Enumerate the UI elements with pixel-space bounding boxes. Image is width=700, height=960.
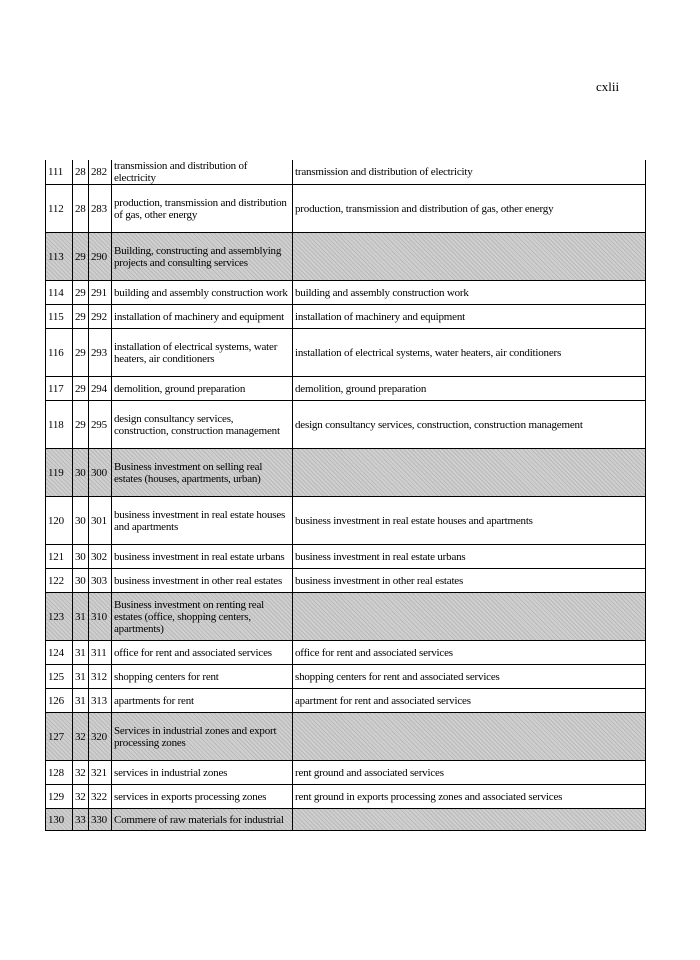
description-detail bbox=[293, 809, 646, 831]
description: Business investment on renting real estates (office, shopping centers, apartments) bbox=[112, 593, 293, 641]
item-code: 303 bbox=[89, 569, 112, 593]
description-detail: business investment in other real estates bbox=[293, 569, 646, 593]
table-row-category bbox=[46, 713, 646, 761]
row-number: 115 bbox=[46, 305, 73, 329]
row-number: 126 bbox=[46, 689, 73, 713]
row-number: 117 bbox=[46, 377, 73, 401]
row-number: 113 bbox=[46, 233, 73, 281]
description-detail bbox=[293, 233, 646, 281]
row-number: 123 bbox=[46, 593, 73, 641]
item-code: 295 bbox=[89, 401, 112, 449]
description-detail: rent ground and associated services bbox=[293, 761, 646, 785]
description: business investment in other real estates bbox=[112, 569, 293, 593]
group-code: 33 bbox=[73, 809, 89, 831]
description-detail: business investment in real estate urbans bbox=[293, 545, 646, 569]
description-detail: office for rent and associated services bbox=[293, 641, 646, 665]
description-detail: shopping centers for rent and associated services bbox=[293, 665, 646, 689]
description: office for rent and associated services bbox=[112, 641, 293, 665]
row-number: 114 bbox=[46, 281, 73, 305]
table-row bbox=[46, 569, 646, 593]
row-number: 111 bbox=[46, 160, 73, 185]
description-detail bbox=[293, 449, 646, 497]
row-number: 120 bbox=[46, 497, 73, 545]
table-row bbox=[46, 761, 646, 785]
row-number: 112 bbox=[46, 185, 73, 233]
group-code: 31 bbox=[73, 665, 89, 689]
table-row bbox=[46, 305, 646, 329]
table-row bbox=[46, 401, 646, 449]
group-code: 29 bbox=[73, 305, 89, 329]
description: business investment in real estate houses and apartments bbox=[112, 497, 293, 545]
item-code: 282 bbox=[89, 160, 112, 185]
item-code: 312 bbox=[89, 665, 112, 689]
item-code: 321 bbox=[89, 761, 112, 785]
row-number: 116 bbox=[46, 329, 73, 377]
row-number: 118 bbox=[46, 401, 73, 449]
description-detail: design consultancy services, construction, construction management bbox=[293, 401, 646, 449]
item-code: 291 bbox=[89, 281, 112, 305]
description-detail: building and assembly construction work bbox=[293, 281, 646, 305]
item-code: 283 bbox=[89, 185, 112, 233]
item-code: 322 bbox=[89, 785, 112, 809]
item-code: 302 bbox=[89, 545, 112, 569]
group-code: 29 bbox=[73, 401, 89, 449]
group-code: 29 bbox=[73, 233, 89, 281]
row-number: 130 bbox=[46, 809, 73, 831]
page-number: cxlii bbox=[596, 79, 620, 94]
description: production, transmission and distribution of gas, other energy bbox=[112, 185, 293, 233]
table-row bbox=[46, 281, 646, 305]
group-code: 29 bbox=[73, 377, 89, 401]
item-code: 290 bbox=[89, 233, 112, 281]
table-row bbox=[46, 160, 646, 185]
group-code: 28 bbox=[73, 185, 89, 233]
classification-table bbox=[45, 160, 646, 831]
table-row bbox=[46, 545, 646, 569]
row-number: 122 bbox=[46, 569, 73, 593]
item-code: 293 bbox=[89, 329, 112, 377]
item-code: 320 bbox=[89, 713, 112, 761]
table-row-category bbox=[46, 449, 646, 497]
item-code: 311 bbox=[89, 641, 112, 665]
description: installation of electrical systems, water heaters, air conditioners bbox=[112, 329, 293, 377]
row-number: 121 bbox=[46, 545, 73, 569]
description: installation of machinery and equipment bbox=[112, 305, 293, 329]
description-detail bbox=[293, 713, 646, 761]
group-code: 29 bbox=[73, 329, 89, 377]
description: Business investment on selling real estates (houses, apartments, urban) bbox=[112, 449, 293, 497]
description: services in exports processing zones bbox=[112, 785, 293, 809]
group-code: 29 bbox=[73, 281, 89, 305]
group-code: 30 bbox=[73, 545, 89, 569]
table-row-category bbox=[46, 233, 646, 281]
description-detail: installation of machinery and equipment bbox=[293, 305, 646, 329]
description: apartments for rent bbox=[112, 689, 293, 713]
table-row bbox=[46, 785, 646, 809]
description: building and assembly construction work bbox=[112, 281, 293, 305]
table-row bbox=[46, 377, 646, 401]
description: transmission and distribution of electricity bbox=[112, 160, 293, 185]
row-number: 119 bbox=[46, 449, 73, 497]
table-row bbox=[46, 665, 646, 689]
group-code: 31 bbox=[73, 641, 89, 665]
group-code: 28 bbox=[73, 160, 89, 185]
description: Services in industrial zones and export processing zones bbox=[112, 713, 293, 761]
table-row bbox=[46, 185, 646, 233]
group-code: 32 bbox=[73, 761, 89, 785]
classification-table-wrapper bbox=[45, 160, 645, 831]
item-code: 313 bbox=[89, 689, 112, 713]
description-detail bbox=[293, 593, 646, 641]
description-detail: transmission and distribution of electricity bbox=[293, 160, 646, 185]
table-row bbox=[46, 329, 646, 377]
group-code: 31 bbox=[73, 593, 89, 641]
table-row bbox=[46, 641, 646, 665]
description: shopping centers for rent bbox=[112, 665, 293, 689]
description: demolition, ground preparation bbox=[112, 377, 293, 401]
item-code: 292 bbox=[89, 305, 112, 329]
description-detail: business investment in real estate houses and apartments bbox=[293, 497, 646, 545]
item-code: 310 bbox=[89, 593, 112, 641]
description: services in industrial zones bbox=[112, 761, 293, 785]
group-code: 30 bbox=[73, 569, 89, 593]
description: design consultancy services, construction, construction management bbox=[112, 401, 293, 449]
description-detail: demolition, ground preparation bbox=[293, 377, 646, 401]
description-detail: apartment for rent and associated services bbox=[293, 689, 646, 713]
description: Commere of raw materials for industrial bbox=[112, 809, 293, 831]
description-detail: production, transmission and distribution of gas, other energy bbox=[293, 185, 646, 233]
group-code: 32 bbox=[73, 713, 89, 761]
row-number: 124 bbox=[46, 641, 73, 665]
description: business investment in real estate urbans bbox=[112, 545, 293, 569]
row-number: 129 bbox=[46, 785, 73, 809]
row-number: 128 bbox=[46, 761, 73, 785]
table-row bbox=[46, 689, 646, 713]
row-number: 125 bbox=[46, 665, 73, 689]
table-row-category bbox=[46, 809, 646, 831]
group-code: 32 bbox=[73, 785, 89, 809]
item-code: 330 bbox=[89, 809, 112, 831]
group-code: 30 bbox=[73, 497, 89, 545]
table-row bbox=[46, 497, 646, 545]
table-row-category bbox=[46, 593, 646, 641]
description-detail: rent ground in exports processing zones and associated services bbox=[293, 785, 646, 809]
group-code: 31 bbox=[73, 689, 89, 713]
description-detail: installation of electrical systems, water heaters, air conditioners bbox=[293, 329, 646, 377]
item-code: 301 bbox=[89, 497, 112, 545]
row-number: 127 bbox=[46, 713, 73, 761]
item-code: 300 bbox=[89, 449, 112, 497]
item-code: 294 bbox=[89, 377, 112, 401]
group-code: 30 bbox=[73, 449, 89, 497]
description: Building, constructing and assemblying projects and consulting services bbox=[112, 233, 293, 281]
